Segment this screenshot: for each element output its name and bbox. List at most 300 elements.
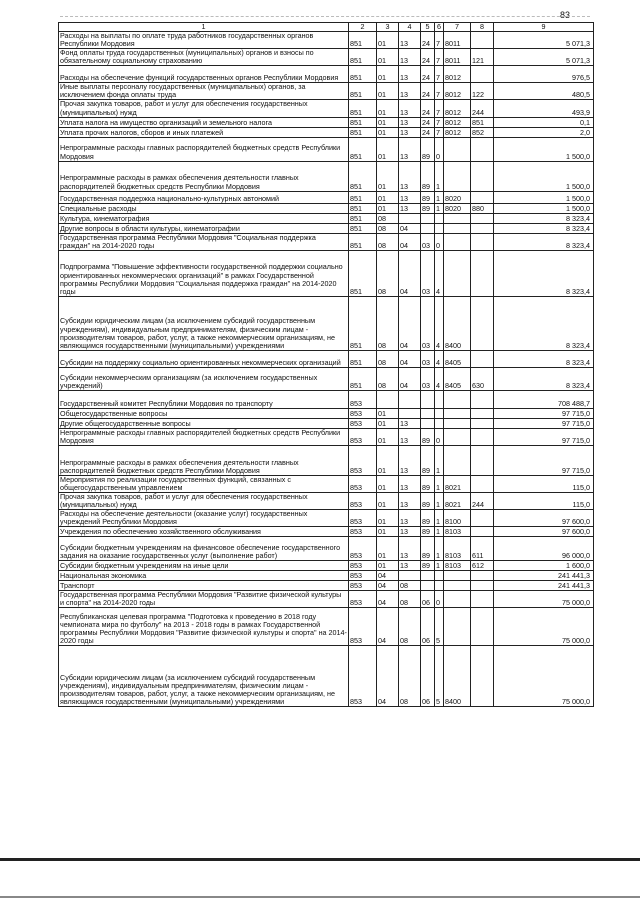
section-code-cell: 08	[377, 250, 399, 296]
section-code-cell: 01	[377, 66, 399, 83]
ministry-code-cell: 853	[349, 510, 377, 527]
target-code-cell: 8021	[444, 475, 471, 492]
table-row	[59, 191, 594, 203]
program-code-cell: 03	[421, 367, 435, 390]
subprogram-code-cell: 1	[435, 510, 444, 527]
expense-type-code-cell	[471, 428, 494, 445]
section-code-cell: 04	[377, 581, 399, 591]
row-name-cell: Республиканская целевая программа "Подготовка к проведению в 2018 году чемпионата мира по футболу" на 2013 - 2018 годы в рамках Государственной программы Республики Мордовия "Развитие физической культуры и спорта" на 2014-2020 годы	[59, 608, 349, 646]
ministry-code-cell: 853	[349, 418, 377, 428]
row-name-cell: Государственный комитет Республики Мордовия по транспорту	[59, 390, 349, 408]
expense-type-code-cell	[471, 475, 494, 492]
row-name-cell: Специальные расходы	[59, 203, 349, 213]
subsection-code-cell: 13	[399, 428, 421, 445]
expense-type-code-cell	[471, 418, 494, 428]
program-code-cell: 89	[421, 537, 435, 561]
ministry-code-cell: 851	[349, 367, 377, 390]
subprogram-code-cell: 1	[435, 537, 444, 561]
row-name-cell: Другие вопросы в области культуры, кинематографии	[59, 223, 349, 233]
subsection-code-cell: 13	[399, 492, 421, 509]
subprogram-code-cell: 7	[435, 83, 444, 100]
target-code-cell	[444, 428, 471, 445]
expense-type-code-cell: 852	[471, 127, 494, 137]
subprogram-code-cell	[435, 581, 444, 591]
section-code-cell: 01	[377, 492, 399, 509]
target-code-cell	[444, 213, 471, 223]
section-code-cell: 08	[377, 213, 399, 223]
header-cell: 1	[59, 23, 349, 32]
program-code-cell: 03	[421, 233, 435, 250]
program-code-cell: 89	[421, 445, 435, 475]
amount-cell: 97 715,0	[494, 428, 594, 445]
subsection-code-cell	[399, 213, 421, 223]
table-row	[59, 250, 594, 296]
target-code-cell	[444, 233, 471, 250]
row-name-cell: Прочая закупка товаров, работ и услуг для обеспечения государственных (муниципальных) нужд	[59, 492, 349, 509]
amount-cell: 5 071,3	[494, 49, 594, 66]
expense-type-code-cell	[471, 137, 494, 161]
expense-type-code-cell	[471, 223, 494, 233]
ministry-code-cell: 851	[349, 32, 377, 49]
row-name-cell: Государственная программа Республики Мордовия "Развитие физической культуры и спорта" на 2014-2020 годы	[59, 591, 349, 608]
subprogram-code-cell: 1	[435, 492, 444, 509]
subprogram-code-cell: 7	[435, 127, 444, 137]
table-header-row	[59, 23, 594, 32]
subsection-code-cell: 13	[399, 418, 421, 428]
row-name-cell: Расходы на обеспечение деятельности (оказание услуг) государственных учреждений Республики Мордовия	[59, 510, 349, 527]
target-code-cell: 8103	[444, 527, 471, 537]
row-name-cell: Другие общегосударственные вопросы	[59, 418, 349, 428]
program-code-cell: 89	[421, 492, 435, 509]
target-code-cell: 8405	[444, 350, 471, 367]
amount-cell: 2,0	[494, 127, 594, 137]
program-code-cell: 89	[421, 137, 435, 161]
top-divider	[60, 16, 590, 17]
ministry-code-cell: 853	[349, 608, 377, 646]
subprogram-code-cell: 1	[435, 561, 444, 571]
table-row	[59, 127, 594, 137]
ministry-code-cell: 851	[349, 350, 377, 367]
section-code-cell: 01	[377, 537, 399, 561]
ministry-code-cell: 851	[349, 127, 377, 137]
subsection-code-cell: 13	[399, 100, 421, 117]
amount-cell: 1 500,0	[494, 203, 594, 213]
ministry-code-cell: 851	[349, 49, 377, 66]
program-code-cell: 03	[421, 296, 435, 350]
amount-cell: 1 600,0	[494, 561, 594, 571]
ministry-code-cell: 853	[349, 408, 377, 418]
ministry-code-cell: 853	[349, 537, 377, 561]
ministry-code-cell: 853	[349, 591, 377, 608]
expense-type-code-cell: 122	[471, 83, 494, 100]
ministry-code-cell: 853	[349, 475, 377, 492]
table-row	[59, 571, 594, 581]
header-cell: 5	[421, 23, 435, 32]
ministry-code-cell: 851	[349, 191, 377, 203]
section-code-cell: 08	[377, 350, 399, 367]
subprogram-code-cell	[435, 213, 444, 223]
row-name-cell: Непрограммные расходы главных распорядителей бюджетных средств Республики Мордовия	[59, 428, 349, 445]
program-code-cell: 24	[421, 83, 435, 100]
table-row	[59, 408, 594, 418]
program-code-cell	[421, 390, 435, 408]
section-code-cell: 04	[377, 591, 399, 608]
subprogram-code-cell: 7	[435, 100, 444, 117]
subsection-code-cell: 13	[399, 561, 421, 571]
table-row	[59, 428, 594, 445]
expense-type-code-cell	[471, 571, 494, 581]
target-code-cell: 8011	[444, 49, 471, 66]
amount-cell: 480,5	[494, 83, 594, 100]
target-code-cell: 8012	[444, 100, 471, 117]
subsection-code-cell: 04	[399, 367, 421, 390]
amount-cell: 241 441,3	[494, 571, 594, 581]
subprogram-code-cell: 1	[435, 203, 444, 213]
table-row	[59, 117, 594, 127]
ministry-code-cell: 853	[349, 561, 377, 571]
subsection-code-cell: 04	[399, 223, 421, 233]
amount-cell: 97 715,0	[494, 418, 594, 428]
target-code-cell	[444, 223, 471, 233]
table-row	[59, 223, 594, 233]
target-code-cell: 8020	[444, 203, 471, 213]
section-code-cell: 08	[377, 367, 399, 390]
row-name-cell: Уплата прочих налогов, сборов и иных платежей	[59, 127, 349, 137]
target-code-cell	[444, 137, 471, 161]
program-code-cell: 89	[421, 428, 435, 445]
amount-cell: 115,0	[494, 475, 594, 492]
target-code-cell	[444, 161, 471, 191]
section-code-cell: 01	[377, 475, 399, 492]
section-code-cell: 01	[377, 445, 399, 475]
target-code-cell: 8400	[444, 646, 471, 707]
row-name-cell: Уплата налога на имущество организаций и земельного налога	[59, 117, 349, 127]
subprogram-code-cell: 1	[435, 445, 444, 475]
amount-cell: 708 488,7	[494, 390, 594, 408]
program-code-cell: 89	[421, 191, 435, 203]
expense-type-code-cell	[471, 591, 494, 608]
table-row	[59, 350, 594, 367]
subsection-code-cell: 13	[399, 510, 421, 527]
table-row	[59, 203, 594, 213]
amount-cell: 5 071,3	[494, 32, 594, 49]
expense-type-code-cell: 612	[471, 561, 494, 571]
table-row	[59, 390, 594, 408]
subsection-code-cell: 08	[399, 581, 421, 591]
amount-cell: 1 500,0	[494, 191, 594, 203]
section-code-cell: 08	[377, 296, 399, 350]
subsection-code-cell: 13	[399, 445, 421, 475]
header-cell: 8	[471, 23, 494, 32]
bottom-divider	[0, 858, 640, 861]
target-code-cell: 8100	[444, 510, 471, 527]
expense-type-code-cell: 611	[471, 537, 494, 561]
target-code-cell	[444, 250, 471, 296]
section-code-cell	[377, 390, 399, 408]
row-name-cell: Прочая закупка товаров, работ и услуг для обеспечения государственных (муниципальных) нужд	[59, 100, 349, 117]
ministry-code-cell: 853	[349, 581, 377, 591]
subsection-code-cell: 13	[399, 537, 421, 561]
amount-cell: 8 323,4	[494, 367, 594, 390]
table-row	[59, 527, 594, 537]
table-row	[59, 49, 594, 66]
target-code-cell: 8012	[444, 127, 471, 137]
row-name-cell: Государственная поддержка национально-культурных автономий	[59, 191, 349, 203]
expense-type-code-cell: 630	[471, 367, 494, 390]
program-code-cell	[421, 571, 435, 581]
section-code-cell: 01	[377, 561, 399, 571]
ministry-code-cell: 851	[349, 250, 377, 296]
section-code-cell: 01	[377, 203, 399, 213]
ministry-code-cell: 853	[349, 428, 377, 445]
table-row	[59, 537, 594, 561]
expense-type-code-cell	[471, 510, 494, 527]
amount-cell: 8 323,4	[494, 350, 594, 367]
section-code-cell: 01	[377, 49, 399, 66]
ministry-code-cell: 851	[349, 117, 377, 127]
amount-cell: 0,1	[494, 117, 594, 127]
table-row	[59, 296, 594, 350]
row-name-cell: Субсидии юридическим лицам (за исключением субсидий государственным учреждениям), индивидуальным предпринимателям, физическим лицам - производителям товаров, работ, услуг, а также некоммерческим организациям, не являющимся государственными (муниципальными) учреждениями	[59, 646, 349, 707]
ministry-code-cell: 851	[349, 83, 377, 100]
amount-cell: 75 000,0	[494, 646, 594, 707]
amount-cell: 75 000,0	[494, 608, 594, 646]
subprogram-code-cell	[435, 223, 444, 233]
subsection-code-cell: 13	[399, 83, 421, 100]
section-code-cell: 01	[377, 32, 399, 49]
subprogram-code-cell: 0	[435, 137, 444, 161]
amount-cell: 241 441,3	[494, 581, 594, 591]
target-code-cell: 8103	[444, 561, 471, 571]
subprogram-code-cell: 1	[435, 475, 444, 492]
target-code-cell	[444, 390, 471, 408]
ministry-code-cell: 851	[349, 100, 377, 117]
table-row	[59, 561, 594, 571]
expense-type-code-cell	[471, 350, 494, 367]
target-code-cell	[444, 591, 471, 608]
subprogram-code-cell: 7	[435, 49, 444, 66]
expense-type-code-cell	[471, 213, 494, 223]
subprogram-code-cell: 0	[435, 591, 444, 608]
subsection-code-cell: 08	[399, 591, 421, 608]
expense-type-code-cell	[471, 408, 494, 418]
row-name-cell: Мероприятия по реализации государственных функций, связанных с общегосударственным управлением	[59, 475, 349, 492]
expense-type-code-cell: 244	[471, 100, 494, 117]
section-code-cell: 01	[377, 408, 399, 418]
program-code-cell: 89	[421, 475, 435, 492]
section-code-cell: 01	[377, 137, 399, 161]
ministry-code-cell: 853	[349, 571, 377, 581]
subsection-code-cell: 04	[399, 250, 421, 296]
ministry-code-cell: 851	[349, 161, 377, 191]
subsection-code-cell: 13	[399, 137, 421, 161]
subprogram-code-cell: 4	[435, 367, 444, 390]
ministry-code-cell: 853	[349, 492, 377, 509]
expense-type-code-cell	[471, 390, 494, 408]
ministry-code-cell: 851	[349, 233, 377, 250]
amount-cell: 1 500,0	[494, 137, 594, 161]
table-row	[59, 161, 594, 191]
footer-divider	[0, 896, 640, 898]
amount-cell: 97 600,0	[494, 527, 594, 537]
program-code-cell: 89	[421, 510, 435, 527]
subprogram-code-cell: 4	[435, 350, 444, 367]
row-name-cell: Транспорт	[59, 581, 349, 591]
subprogram-code-cell	[435, 571, 444, 581]
section-code-cell: 01	[377, 117, 399, 127]
row-name-cell: Общегосударственные вопросы	[59, 408, 349, 418]
subprogram-code-cell: 5	[435, 608, 444, 646]
target-code-cell	[444, 408, 471, 418]
ministry-code-cell: 851	[349, 223, 377, 233]
ministry-code-cell: 851	[349, 203, 377, 213]
target-code-cell: 8405	[444, 367, 471, 390]
section-code-cell: 01	[377, 100, 399, 117]
table-row	[59, 581, 594, 591]
program-code-cell: 24	[421, 100, 435, 117]
subsection-code-cell: 13	[399, 203, 421, 213]
table-row	[59, 646, 594, 707]
subprogram-code-cell: 7	[435, 117, 444, 127]
program-code-cell: 24	[421, 117, 435, 127]
section-code-cell: 01	[377, 161, 399, 191]
table-row	[59, 591, 594, 608]
page-number: 83	[560, 10, 571, 20]
program-code-cell: 24	[421, 32, 435, 49]
program-code-cell: 03	[421, 250, 435, 296]
section-code-cell: 01	[377, 127, 399, 137]
section-code-cell: 04	[377, 646, 399, 707]
program-code-cell: 24	[421, 66, 435, 83]
row-name-cell: Расходы на обеспечение функций государственных органов Республики Мордовия	[59, 66, 349, 83]
target-code-cell: 8400	[444, 296, 471, 350]
table-row	[59, 137, 594, 161]
header-cell: 3	[377, 23, 399, 32]
ministry-code-cell: 851	[349, 296, 377, 350]
program-code-cell: 06	[421, 608, 435, 646]
ministry-code-cell: 851	[349, 137, 377, 161]
row-name-cell: Субсидии бюджетным учреждениям на финансовое обеспечение государственного задания на оказание государственных услуг (выполнение работ)	[59, 537, 349, 561]
subsection-code-cell	[399, 408, 421, 418]
program-code-cell	[421, 418, 435, 428]
amount-cell: 75 000,0	[494, 591, 594, 608]
subprogram-code-cell: 1	[435, 161, 444, 191]
table-row	[59, 100, 594, 117]
subsection-code-cell: 13	[399, 49, 421, 66]
amount-cell: 976,5	[494, 66, 594, 83]
program-code-cell	[421, 223, 435, 233]
expense-type-code-cell	[471, 250, 494, 296]
target-code-cell: 8103	[444, 537, 471, 561]
amount-cell: 493,9	[494, 100, 594, 117]
subprogram-code-cell: 1	[435, 527, 444, 537]
section-code-cell: 01	[377, 83, 399, 100]
expense-type-code-cell	[471, 161, 494, 191]
header-cell: 4	[399, 23, 421, 32]
subprogram-code-cell	[435, 418, 444, 428]
amount-cell: 97 715,0	[494, 445, 594, 475]
subprogram-code-cell: 7	[435, 32, 444, 49]
amount-cell: 8 323,4	[494, 233, 594, 250]
target-code-cell: 8012	[444, 117, 471, 127]
subsection-code-cell	[399, 390, 421, 408]
program-code-cell: 24	[421, 49, 435, 66]
program-code-cell	[421, 408, 435, 418]
section-code-cell: 01	[377, 191, 399, 203]
amount-cell: 8 323,4	[494, 296, 594, 350]
ministry-code-cell: 851	[349, 213, 377, 223]
target-code-cell	[444, 445, 471, 475]
row-name-cell: Субсидии бюджетным учреждениям на иные цели	[59, 561, 349, 571]
row-name-cell: Непрограммные расходы в рамках обеспечения деятельности главных распорядителей бюджетных средств Республики Мордовия	[59, 161, 349, 191]
expense-type-code-cell: 244	[471, 492, 494, 509]
row-name-cell: Государственная программа Республики Мордовия "Социальная поддержка граждан" на 2014-2020 годы	[59, 233, 349, 250]
subprogram-code-cell: 1	[435, 191, 444, 203]
row-name-cell: Непрограммные расходы в рамках обеспечения деятельности главных распорядителей бюджетных средств Республики Мордовия	[59, 445, 349, 475]
subprogram-code-cell: 0	[435, 233, 444, 250]
target-code-cell: 8012	[444, 66, 471, 83]
subsection-code-cell: 13	[399, 527, 421, 537]
ministry-code-cell: 853	[349, 527, 377, 537]
expense-type-code-cell	[471, 191, 494, 203]
section-code-cell: 08	[377, 233, 399, 250]
section-code-cell: 01	[377, 428, 399, 445]
table-row	[59, 233, 594, 250]
table-row	[59, 66, 594, 83]
target-code-cell	[444, 571, 471, 581]
table-row	[59, 83, 594, 100]
subsection-code-cell: 13	[399, 191, 421, 203]
header-cell: 2	[349, 23, 377, 32]
table-row	[59, 510, 594, 527]
target-code-cell: 8011	[444, 32, 471, 49]
target-code-cell: 8020	[444, 191, 471, 203]
row-name-cell: Непрограммные расходы главных распорядителей бюджетных средств Республики Мордовия	[59, 137, 349, 161]
header-cell: 7	[444, 23, 471, 32]
header-cell: 9	[494, 23, 594, 32]
row-name-cell: Фонд оплаты труда государственных (муниципальных) органов и взносы по обязательному социальному страхованию	[59, 49, 349, 66]
row-name-cell: Субсидии на поддержку социально ориентированных некоммерческих организаций	[59, 350, 349, 367]
program-code-cell: 89	[421, 203, 435, 213]
table-row	[59, 367, 594, 390]
subprogram-code-cell	[435, 390, 444, 408]
program-code-cell: 03	[421, 350, 435, 367]
row-name-cell: Культура, кинематография	[59, 213, 349, 223]
target-code-cell	[444, 581, 471, 591]
row-name-cell: Субсидии некоммерческим организациям (за исключением государственных учреждений)	[59, 367, 349, 390]
expense-type-code-cell	[471, 646, 494, 707]
subsection-code-cell: 13	[399, 32, 421, 49]
section-code-cell: 01	[377, 510, 399, 527]
ministry-code-cell: 853	[349, 445, 377, 475]
budget-table	[58, 22, 594, 707]
expense-type-code-cell: 880	[471, 203, 494, 213]
subsection-code-cell: 08	[399, 646, 421, 707]
table-row	[59, 213, 594, 223]
subprogram-code-cell: 7	[435, 66, 444, 83]
subsection-code-cell: 13	[399, 161, 421, 191]
ministry-code-cell: 853	[349, 646, 377, 707]
row-name-cell: Национальная экономика	[59, 571, 349, 581]
amount-cell: 8 323,4	[494, 250, 594, 296]
program-code-cell: 89	[421, 561, 435, 571]
ministry-code-cell: 851	[349, 66, 377, 83]
subprogram-code-cell: 5	[435, 646, 444, 707]
subprogram-code-cell: 0	[435, 428, 444, 445]
subsection-code-cell: 13	[399, 66, 421, 83]
section-code-cell: 04	[377, 571, 399, 581]
table-row	[59, 475, 594, 492]
